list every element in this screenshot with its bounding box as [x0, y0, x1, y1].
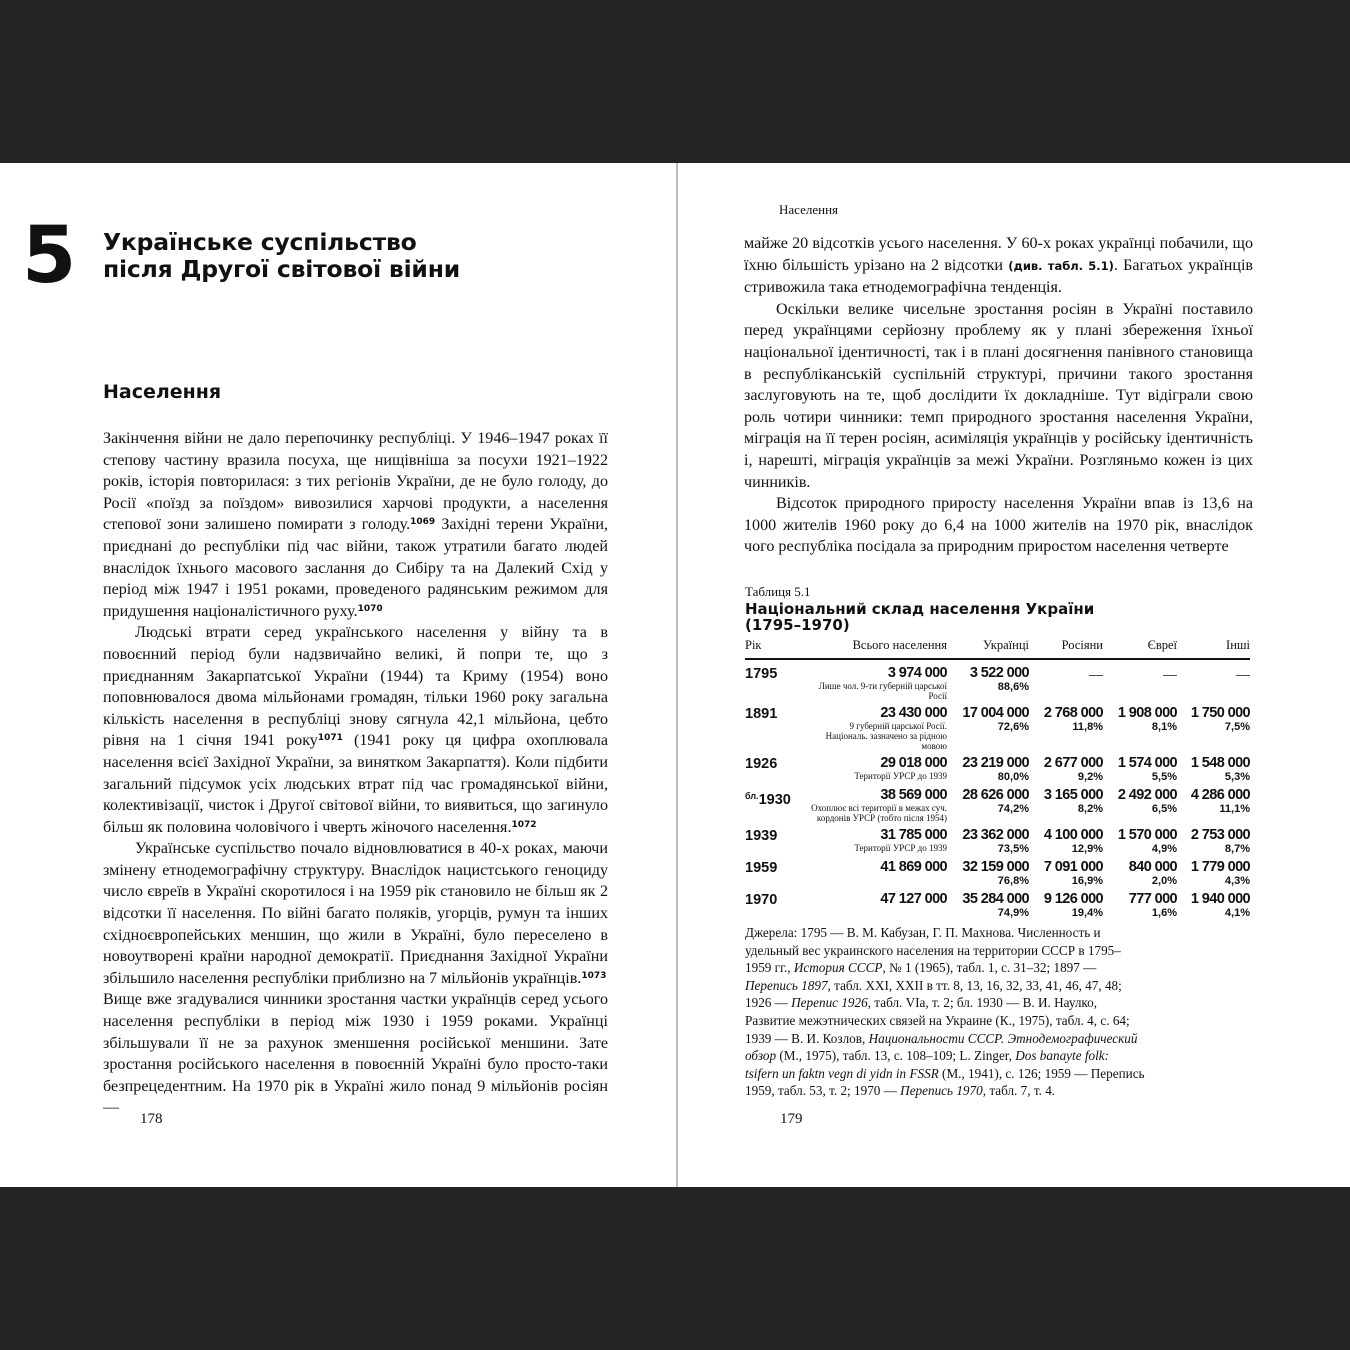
total-value: 29 018 000 — [880, 755, 947, 771]
table-reference[interactable]: (див. табл. 5.1) — [1008, 258, 1114, 273]
russians-cell — [1029, 860, 1103, 892]
year-value: 1970 — [745, 892, 778, 908]
total-cell — [807, 860, 947, 892]
source-text: , табл. 7, т. 4. — [982, 1083, 1056, 1099]
others-value: 2 753 000 — [1190, 827, 1250, 843]
others-percent: 7,5% — [1224, 721, 1250, 733]
total-note: 9 губерній царської Росії. Національ. зазначено за рідною мовою — [825, 721, 947, 751]
year-value: 1930 — [758, 792, 791, 808]
paragraph-text: Західні терени України, приєднані до республіки під час війни, також утратили багато людей внаслідок їхнього масового заслання до Сибіру та на Далекий Схід у період між 1947 і 1951 роками, проведеного радянським режимом для придушення націоналістичного руху. — [103, 516, 608, 620]
total-cell — [807, 756, 947, 788]
jews-percent: 1,6% — [1151, 907, 1177, 919]
ukrainians-cell — [947, 756, 1029, 788]
ukrainians-value: 17 004 000 — [962, 705, 1029, 721]
source-title: Национальности СССР. Этнодемографический обзор — [745, 1030, 1138, 1064]
russians-percent: 16,9% — [1071, 875, 1103, 887]
jews-percent: 8,1% — [1151, 721, 1177, 733]
right-page — [678, 163, 1350, 1187]
others-cell — [1177, 828, 1250, 860]
others-cell — [1177, 892, 1250, 924]
total-value: 3 974 000 — [887, 665, 947, 681]
ukrainians-cell — [947, 706, 1029, 756]
total-cell — [807, 659, 947, 706]
total-value: 47 127 000 — [880, 891, 947, 907]
source-text: , табл. VIa, т. 2; бл. 1930 — В. И. Наулко, Развитие межэтнических связей на Украине (К., 1975), табл. 4, с. 64; 1939 — В. И. Козлов, — [745, 995, 1130, 1046]
table-header-row — [745, 637, 1250, 659]
source-text: (М., 1975), табл. 13, с. 108–109; L. Zinger, — [776, 1048, 1016, 1064]
ukrainians-percent: 73,5% — [997, 843, 1029, 855]
russians-percent: 12,9% — [1071, 843, 1103, 855]
russians-value: 4 100 000 — [1043, 827, 1103, 843]
table-title — [745, 601, 1094, 633]
others-percent: 4,1% — [1224, 907, 1250, 919]
paragraph-text: Закінчення війни не дало перепочинку республіці. У 1946–1947 роках її степову частину вразила посуха, ще нищівніша за посухи 1921–1922 років, історія повторилася: з тих регіонів України, де не було голоду, до Росії «поїзд за поїздом» вивозилися харчові продукти, а населення степової зони залишено помирати з голоду. — [103, 430, 608, 534]
page-number: 178 — [140, 1111, 163, 1127]
year-value: 1939 — [745, 828, 778, 844]
russians-cell — [1029, 756, 1103, 788]
jews-value: — — [1163, 666, 1177, 682]
total-cell — [807, 706, 947, 756]
running-head: Населення — [779, 202, 839, 217]
table-row — [745, 892, 1250, 924]
paragraph — [103, 622, 608, 838]
year-value: 1891 — [745, 706, 778, 722]
total-note: Території УРСР до 1939 — [854, 771, 947, 781]
jews-value: 777 000 — [1128, 891, 1177, 907]
year-cell — [745, 788, 807, 828]
russians-value: — — [1089, 666, 1103, 682]
table-row — [745, 659, 1250, 706]
russians-cell — [1029, 892, 1103, 924]
russians-percent: 19,4% — [1071, 907, 1103, 919]
footnote-ref[interactable]: 1069 — [410, 517, 436, 528]
book-spread — [0, 163, 1350, 1187]
jews-percent: 6,5% — [1151, 803, 1177, 815]
paragraph-text: . Багатьох українців стривожила така етнодемографічна тенденція. — [744, 256, 1254, 297]
russians-percent: 11,8% — [1072, 721, 1103, 733]
ukrainians-percent: 80,0% — [997, 771, 1029, 783]
right-body-text — [744, 233, 1253, 558]
ukrainians-cell — [947, 892, 1029, 924]
jews-value: 2 492 000 — [1117, 787, 1177, 803]
year-cell — [745, 860, 807, 892]
others-value: 1 940 000 — [1190, 891, 1250, 907]
others-percent: 11,1% — [1219, 803, 1250, 815]
paragraph — [103, 838, 608, 989]
left-page — [0, 163, 676, 1187]
jews-percent: 4,9% — [1151, 843, 1177, 855]
jews-value: 1 574 000 — [1117, 755, 1177, 771]
source-title: Перепись 1897 — [745, 977, 828, 993]
section-title: Населення — [103, 381, 222, 403]
chapter-title-line: Українське суспільство — [103, 228, 417, 256]
total-value: 31 785 000 — [880, 827, 947, 843]
table-row — [745, 706, 1250, 756]
footnote-ref[interactable]: 1073 — [581, 970, 607, 981]
others-value: 1 750 000 — [1190, 705, 1250, 721]
source-title: Dos banayte folk: tsifern un faktn vegn di yidn in FSSR — [745, 1048, 1110, 1081]
chapter-title — [103, 229, 460, 283]
russians-percent: 8,2% — [1077, 803, 1103, 815]
source-title: Перепись 1970 — [900, 1083, 983, 1099]
others-cell — [1177, 756, 1250, 788]
others-cell — [1177, 860, 1250, 892]
jews-cell — [1103, 706, 1177, 756]
year-cell — [745, 659, 807, 706]
year-cell — [745, 892, 807, 924]
paragraph — [744, 233, 1253, 299]
paragraph-text: Українське суспільство почало відновлюватися в 40-х роках, маючи змінену етнодемографічну структуру. Внаслідок нацистського геноциду число євреїв в Україні скоротилося і на 1959 рік становило не більш як 2 відсотки її населення. По війні багато поляків, угорців, румун та інших східноєвропейських меншин, що жили в Україні, було переселено в новоутворені країни народної демократії. Приєднання Західної України збільшило населення республіки приблизно на 7 мільйонів українців. — [103, 840, 608, 987]
jews-cell — [1103, 860, 1177, 892]
jews-value: 1 570 000 — [1117, 827, 1177, 843]
paragraph-text: Вище вже згадувалися чинники зростання частки українців серед усього населення республіки в період між 1930 і 1959 роками. Українці збільшували її не за рахунок зменшення російської меншини. Зате зростання російського населення в повоєнній Україні було просто-таки безпрецедентним. На 1970 рік в Україні жило понад 9 мільйонів росіян — — [103, 991, 608, 1117]
others-cell — [1177, 659, 1250, 706]
table-title-line: Національний склад населення України — [745, 600, 1095, 618]
ukrainians-cell — [947, 788, 1029, 828]
table-row — [745, 756, 1250, 788]
russians-cell — [1029, 828, 1103, 860]
jews-cell — [1103, 828, 1177, 860]
chapter-number: 5 — [22, 211, 74, 301]
jews-percent: 2,0% — [1151, 875, 1177, 887]
paragraph-text: Оскільки велике чисельне зростання росіян в Україні поставило перед українцями серйозну проблему як у плані збереження їхньої національної ідентичності, так і в плані досягнення панівного становища в республіканській суспільній структурі, причини такого зростання заслуговують на те, щоб дослідити їх докладніше. Тут відіграли свою роль чотири чинники: темп природного зростання населення України, міграція на її терен росіян, асиміляція українців у російську ідентичність і, нарешті, міграція українців за межі України. Розгляньмо кожен із цих чинників. — [744, 300, 1253, 491]
total-value: 41 869 000 — [880, 859, 947, 875]
paragraph — [103, 989, 608, 1119]
year-prefix: бл. — [745, 791, 759, 801]
russians-cell — [1029, 788, 1103, 828]
russians-value: 7 091 000 — [1043, 859, 1103, 875]
paragraph — [744, 493, 1253, 558]
ukrainians-value: 23 219 000 — [962, 755, 1029, 771]
jews-cell — [1103, 659, 1177, 706]
ukrainians-cell — [947, 860, 1029, 892]
source-text: , № 1 (1965), табл. 1, с. 31–32; 1897 — — [882, 960, 1097, 976]
footnote-ref[interactable]: 1071 — [317, 733, 343, 744]
ukrainians-percent: 74,2% — [997, 803, 1029, 815]
ukrainians-value: 32 159 000 — [962, 859, 1029, 875]
column-header: Рік — [745, 637, 807, 659]
jews-percent: 5,5% — [1151, 771, 1177, 783]
column-header: Українці — [947, 637, 1029, 659]
ukrainians-value: 3 522 000 — [969, 665, 1029, 681]
table-caption: Таблиця 5.1 — [745, 584, 811, 599]
footnote-ref[interactable]: 1070 — [357, 603, 383, 614]
ukrainians-value: 35 284 000 — [962, 891, 1029, 907]
total-note: Території УРСР до 1939 — [854, 843, 947, 853]
ukrainians-percent: 76,8% — [997, 875, 1029, 887]
others-percent: 4,3% — [1224, 875, 1250, 887]
ukrainians-percent: 88,6% — [997, 681, 1029, 693]
jews-value: 840 000 — [1128, 859, 1177, 875]
table-row — [745, 788, 1250, 828]
source-text: , табл. XXI, XXII в тт. 8, 13, 16, 32, 33, 41, 46, 47, 48; 1926 — — [745, 977, 1122, 1011]
jews-cell — [1103, 892, 1177, 924]
table-sources — [745, 924, 1145, 1100]
left-body-text — [103, 428, 608, 1119]
table-row — [745, 860, 1250, 892]
paragraph-text: майже 20 відсотків усього населення. У 60-х роках українці побачили, що їхню більшість урізано на 2 відсотки — [744, 235, 1253, 274]
russians-cell — [1029, 706, 1103, 756]
jews-cell — [1103, 756, 1177, 788]
total-cell — [807, 892, 947, 924]
total-cell — [807, 788, 947, 828]
table-row — [745, 828, 1250, 860]
paragraph — [103, 428, 608, 622]
column-header: Росіяни — [1029, 637, 1103, 659]
jews-cell — [1103, 788, 1177, 828]
source-text: Джерела: 1795 — В. М. Кабузан, Г. П. Махнова. Численность и удельный вес украинского населения на территории СССР в 1795–1959 гг., — [745, 925, 1121, 976]
paragraph-text: Відсоток природного приросту населення України впав із 13,6 на 1000 жителів 1960 року до 6,4 на 1000 жителів на 1970 рік, внаслідок чого республіка посідала за природним приростом населення четверте — [744, 495, 1253, 556]
paragraph-text: (1941 року ця цифра охоплювала населення всієї Західної України, за винятком Закарпаття). Коли підбити загальний підсумок усіх людських втрат під час громадянської війни, колективізації, чисток і Другої світової війни, то виявиться, що загинуло більш як половина чоловічого і чверть жіночого населення. — [103, 732, 608, 836]
russians-value: 3 165 000 — [1043, 787, 1103, 803]
ukrainians-cell — [947, 828, 1029, 860]
chapter-title-line: після Другої світової війни — [103, 255, 461, 283]
others-cell — [1177, 788, 1250, 828]
year-cell — [745, 756, 807, 788]
ukrainians-value: 23 362 000 — [962, 827, 1029, 843]
paragraph — [744, 299, 1253, 493]
total-value: 38 569 000 — [880, 787, 947, 803]
others-value: 1 548 000 — [1190, 755, 1250, 771]
year-value: 1959 — [745, 860, 778, 876]
total-note: Охоплює всі території в межах суч. кордонів УРСР (тобто після 1954) — [811, 803, 947, 823]
others-cell — [1177, 706, 1250, 756]
year-cell — [745, 706, 807, 756]
ukrainians-percent: 74,9% — [997, 907, 1029, 919]
source-text: (М., 1941), с. 126; 1959 — Перепись 1959, табл. 53, т. 2; 1970 — — [745, 1065, 1145, 1099]
page-number: 179 — [780, 1111, 803, 1127]
russians-cell — [1029, 659, 1103, 706]
jews-value: 1 908 000 — [1117, 705, 1177, 721]
total-value: 23 430 000 — [880, 705, 947, 721]
russians-percent: 9,2% — [1077, 771, 1103, 783]
source-title: История СССР — [793, 960, 883, 976]
russians-value: 9 126 000 — [1043, 891, 1103, 907]
year-value: 1926 — [745, 756, 778, 772]
others-value: — — [1236, 666, 1250, 682]
ukrainians-percent: 72,6% — [997, 721, 1029, 733]
column-header: Євреї — [1103, 637, 1177, 659]
footnote-ref[interactable]: 1072 — [511, 819, 537, 830]
total-note: Лише чол. 9-ти губерній царської Росії — [818, 681, 947, 701]
others-percent: 8,7% — [1224, 843, 1250, 855]
russians-value: 2 768 000 — [1043, 705, 1103, 721]
others-value: 1 779 000 — [1190, 859, 1250, 875]
column-header: Всього населення — [807, 637, 947, 659]
others-value: 4 286 000 — [1190, 787, 1250, 803]
ukrainians-cell — [947, 659, 1029, 706]
source-title: Перепис 1926 — [791, 995, 868, 1011]
paragraph-text: Людські втрати серед українського населення у війну та в повоєнний період були надзвичайно великі, й попри те, що з приєднанням Закарпатської України (1944) та Криму (1954) воно поповнювалося двома мільйонами громадян, тільки 1960 року загальна кількість населення в республіці знову сягнула 42,1 мільйона, цебто рівня на 1 січня 1941 року — [103, 624, 608, 750]
year-value: 1795 — [745, 666, 778, 682]
total-cell — [807, 828, 947, 860]
russians-value: 2 677 000 — [1043, 755, 1103, 771]
column-header: Інші — [1177, 637, 1250, 659]
population-table — [745, 637, 1250, 924]
others-percent: 5,3% — [1224, 771, 1250, 783]
table-title-line: (1795–1970) — [745, 616, 850, 634]
year-cell — [745, 828, 807, 860]
ukrainians-value: 28 626 000 — [962, 787, 1029, 803]
